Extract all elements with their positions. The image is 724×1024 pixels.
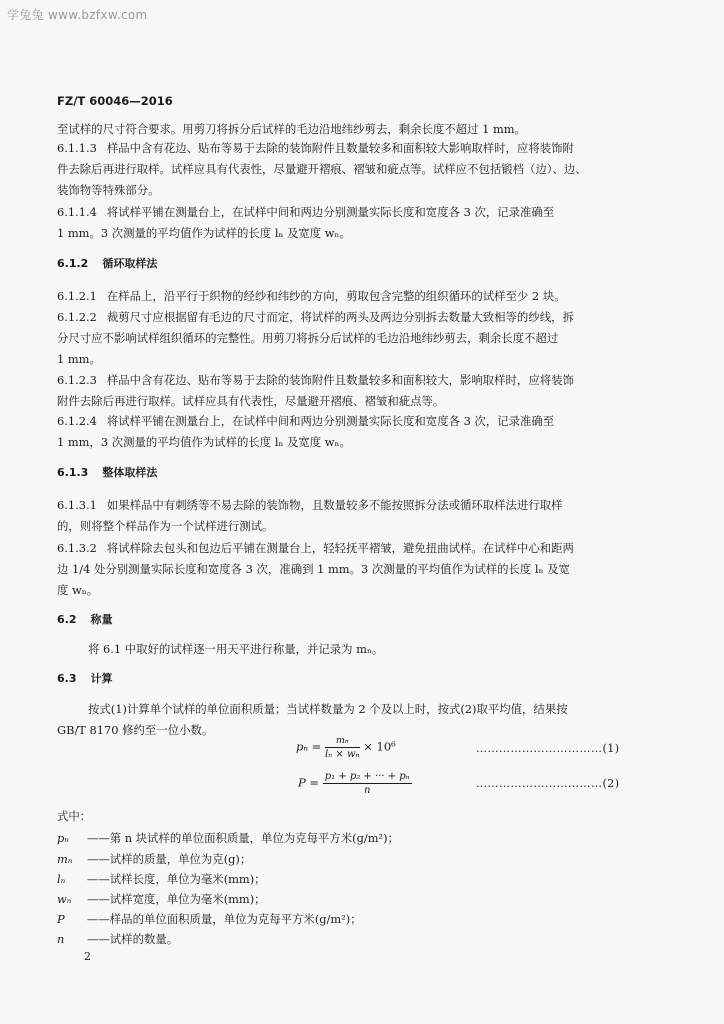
clause-number: 6.1.3.1 bbox=[57, 498, 97, 512]
definition-symbol: lₙ bbox=[57, 872, 66, 886]
clause-text: 裁剪尺寸应根据留有毛边的尺寸而定，将试样的两头及两边分别拆去数量大致相等的纱线，拆 bbox=[106, 310, 574, 324]
clause-number: 6.1.2.2 bbox=[57, 310, 97, 324]
clause-number: 6.1.1.3 bbox=[57, 141, 97, 155]
definition-row bbox=[57, 911, 362, 927]
definition-row bbox=[57, 931, 178, 947]
definition-text: ——试样长度，单位为毫米(mm)； bbox=[87, 872, 266, 886]
definition-row bbox=[57, 891, 266, 907]
clause-6-1-1-3 bbox=[57, 140, 574, 156]
definition-text: ——第 n 块试样的单位面积质量，单位为克每平方米(g/m²)； bbox=[87, 831, 399, 845]
definition-row bbox=[57, 830, 399, 846]
clause-number: 6.1.3.2 bbox=[57, 541, 97, 555]
clause-number: 6.1.2.1 bbox=[57, 289, 97, 303]
clause-number: 6.1.1.4 bbox=[57, 205, 97, 219]
definition-text: ——试样的质量，单位为克(g)； bbox=[87, 852, 252, 866]
definition-symbol: pₙ bbox=[57, 831, 69, 845]
text-line: 的，则将整个样品作为一个试样进行测试。 bbox=[57, 519, 274, 533]
clause-text: 将试样平铺在测量台上，在试样中间和两边分别测量实际长度和宽度各 3 次，记录准确至 bbox=[106, 205, 555, 219]
clause-6-1-2-4 bbox=[57, 413, 554, 429]
text-line: 度 wₙ。 bbox=[57, 583, 99, 597]
text-line: 按式(1)计算单个试样的单位面积质量；当试样数量为 2 个及以上时，按式(2)取平均值，结果按 bbox=[88, 702, 568, 716]
heading-text: 称量 bbox=[90, 613, 113, 626]
clause-6-1-1-4 bbox=[57, 204, 554, 220]
text-line: 装饰物等特殊部分。 bbox=[57, 183, 160, 197]
text-line: 件去除后再进行取样。试样应具有代表性，尽量避开褶痕、褶皱和疵点等。试样应不包括锻档（边）、边、 bbox=[57, 162, 587, 176]
heading-6-1-3 bbox=[57, 465, 157, 481]
definition-symbol: mₙ bbox=[57, 852, 73, 866]
heading-text: 循环取样法 bbox=[102, 257, 158, 270]
clause-text: 样品中含有花边、贴布等易于去除的装饰附件且数量较多和面积较大，影响取样时，应将装饰 bbox=[106, 373, 574, 387]
text-line: 附件去除后再进行取样。试样应具有代表性，尽量避开褶痕、褶皱和疵点等。 bbox=[57, 394, 445, 408]
heading-number: 6.2 bbox=[57, 613, 77, 626]
text-line: 1 mm。 bbox=[57, 352, 101, 366]
clause-6-1-3-1 bbox=[57, 497, 563, 513]
definition-symbol: wₙ bbox=[57, 892, 72, 906]
standard-header: FZ/T 60046—2016 bbox=[57, 94, 173, 108]
heading-number: 6.3 bbox=[57, 672, 77, 685]
clause-text: 将试样除去包头和包边后平铺在测量台上，轻轻抚平褶皱，避免扭曲试样。在试样中心和距两 bbox=[106, 541, 574, 555]
clause-text: 如果样品中有刺绣等不易去除的装饰物，且数量较多不能按照拆分法或循环取样法进行取样 bbox=[106, 498, 563, 512]
where-label: 式中： bbox=[57, 809, 92, 823]
text-line: 边 1/4 处分别测量实际长度和宽度各 3 次，准确到 1 mm。3 次测量的平均值作为试样的长度 lₙ 及宽 bbox=[57, 562, 570, 576]
definition-row bbox=[57, 871, 266, 887]
formula-lhs: P = bbox=[298, 775, 320, 790]
formula-fraction bbox=[325, 735, 360, 760]
text-line: 1 mm。3 次测量的平均值作为试样的长度 lₙ 及宽度 wₙ。 bbox=[57, 226, 351, 240]
text-line: GB/T 8170 修约至一位小数。 bbox=[57, 723, 214, 737]
equation-label-1: ……………………………(1) bbox=[476, 742, 620, 755]
definition-row bbox=[57, 851, 251, 867]
text-line: 至试样的尺寸符合要求。用剪刀将拆分后试样的毛边沿地纬纱剪去，剩余长度不超过 1 mm。 bbox=[57, 122, 526, 136]
heading-text: 计算 bbox=[90, 672, 113, 685]
text-line: 将 6.1 中取好的试样逐一用天平进行称量，并记录为 mₙ。 bbox=[88, 642, 384, 656]
heading-6-3 bbox=[57, 671, 113, 687]
page-number: 2 bbox=[84, 950, 91, 963]
formula-1 bbox=[296, 735, 396, 760]
text-line: 分尺寸应不影响试样组织循环的完整性。用剪刀将拆分后试样的毛边沿地纬纱剪去，剩余长度不超过 bbox=[57, 331, 559, 345]
definition-text: ——样品的单位面积质量，单位为克每平方米(g/m²)； bbox=[87, 912, 362, 926]
formula-denominator: lₙ × wₙ bbox=[324, 749, 360, 760]
formula-numerator: mₙ bbox=[325, 735, 360, 748]
equation-label-2: ……………………………(2) bbox=[476, 777, 620, 790]
clause-6-1-2-1 bbox=[57, 288, 566, 304]
heading-number: 6.1.2 bbox=[57, 257, 89, 270]
heading-6-2 bbox=[57, 612, 113, 628]
formula-rhs: × 10⁶ bbox=[363, 739, 396, 754]
formula-lhs: pₙ = bbox=[296, 739, 322, 754]
formula-fraction bbox=[323, 771, 412, 796]
heading-text: 整体取样法 bbox=[102, 466, 158, 479]
clause-number: 6.1.2.3 bbox=[57, 373, 97, 387]
clause-text: 样品中含有花边、贴布等易于去除的装饰附件且数量较多和面积较大影响取样时，应将装饰附 bbox=[106, 141, 574, 155]
clause-text: 将试样平铺在测量台上，在试样中间和两边分别测量实际长度和宽度各 3 次，记录准确至 bbox=[106, 414, 555, 428]
clause-number: 6.1.2.4 bbox=[57, 414, 97, 428]
definition-text: ——试样宽度，单位为毫米(mm)； bbox=[87, 892, 266, 906]
definition-symbol: P bbox=[57, 912, 65, 926]
formula-denominator: n bbox=[363, 785, 371, 796]
heading-number: 6.1.3 bbox=[57, 466, 89, 479]
clause-6-1-2-2 bbox=[57, 309, 574, 325]
heading-6-1-2 bbox=[57, 256, 157, 272]
formula-2 bbox=[298, 771, 412, 796]
clause-6-1-2-3 bbox=[57, 372, 574, 388]
watermark: 学兔兔 www.bzfxw.com bbox=[7, 8, 148, 22]
definition-symbol: n bbox=[57, 932, 65, 946]
text-line: 1 mm，3 次测量的平均值作为试样的长度 lₙ 及宽度 wₙ。 bbox=[57, 435, 351, 449]
definition-text: ——试样的数量。 bbox=[87, 932, 179, 946]
formula-numerator: p₁ + p₂ + ··· + pₙ bbox=[324, 771, 410, 782]
clause-6-1-3-2 bbox=[57, 540, 574, 556]
clause-text: 在样品上，沿平行于织物的经纱和纬纱的方向，剪取包含完整的组织循环的试样至少 2 块。 bbox=[106, 289, 566, 303]
